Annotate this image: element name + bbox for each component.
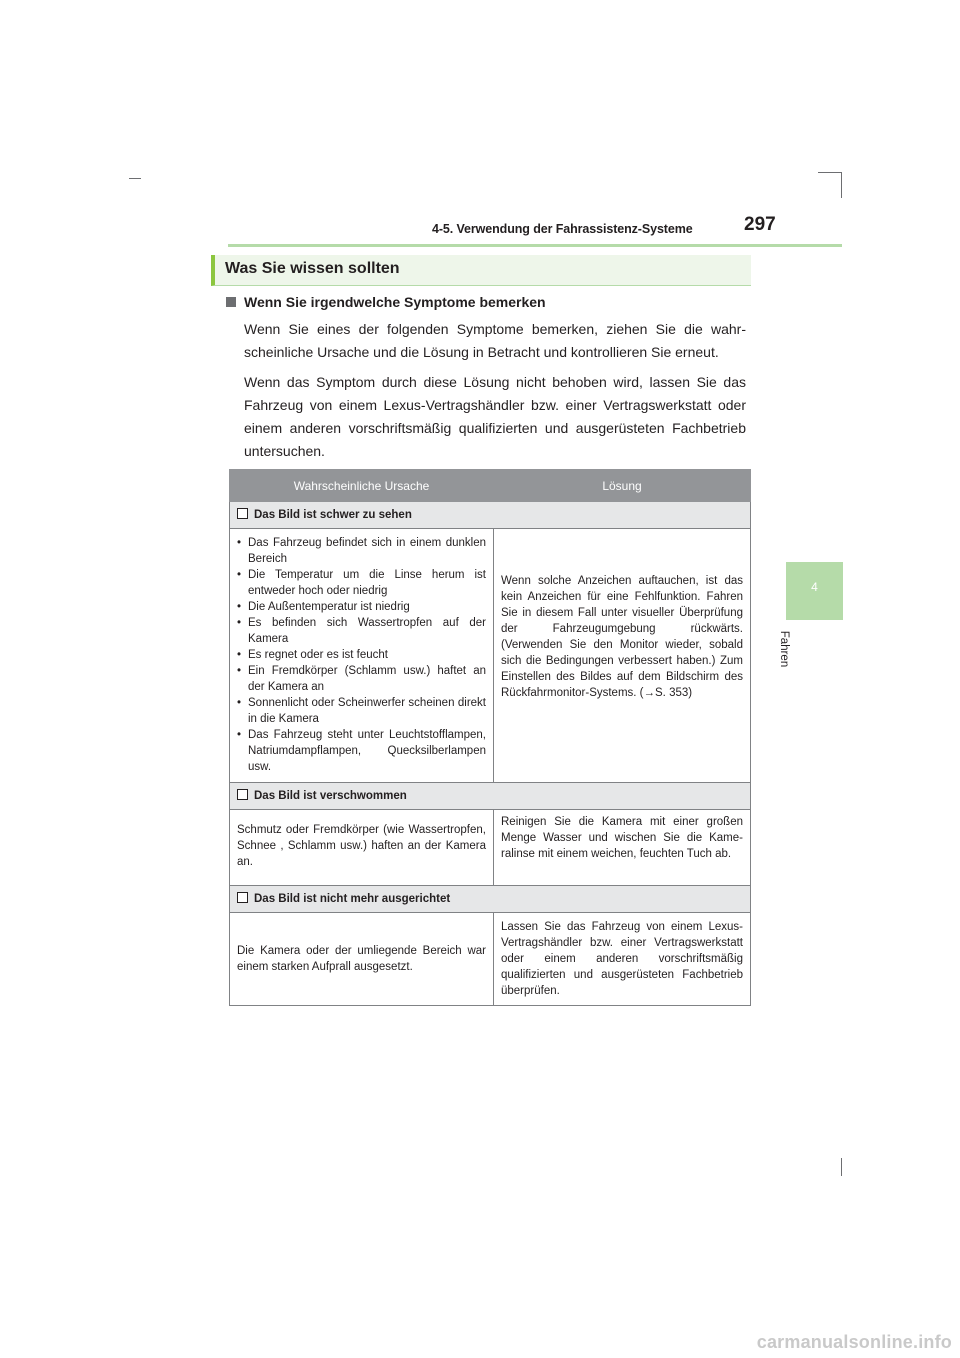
list-item: • Das Fahrzeug befindet sich in einem dunklen Bereich xyxy=(237,535,486,567)
solution-cell: Wenn solche Anzeichen auftauchen, ist das kein Anzeichen für eine Fehlfunktion. Fahren Sie in diesem Fall unter visueller Überprüfung der Fahrzeugumgebung rückwärts. (Verwenden Sie den Monitor wieder, sobald sich die Bedingungen verbessert haben.) Zum Einstellen des Bildes auf dem Bildschirm des Rückfahrmonitor-Systems. (→S. 353) xyxy=(494,529,751,783)
list-item: • Es befinden sich Wassertropfen auf der Kamera xyxy=(237,615,486,647)
category-title: Das Bild ist verschwommen xyxy=(254,790,407,802)
category-row xyxy=(230,783,751,810)
category-title: Das Bild ist schwer zu sehen xyxy=(254,509,412,521)
checkbox-icon xyxy=(237,789,248,800)
troubleshooting-table xyxy=(229,469,751,1006)
section-header xyxy=(211,255,751,286)
section-title: Was Sie wissen sollten xyxy=(225,260,400,277)
solution-cell: Lassen Sie das Fahrzeug von einem Lexus-Vertragshändler bzw. einer Vertragswerkstatt oder einem anderen vorschriftsmäßig qualifizierten und ausgerüsteten Fachbetrieb überprüfen. xyxy=(494,913,751,1006)
category-cell xyxy=(230,783,751,810)
running-header: 4-5. Verwendung der Fahrassistenz-Systeme xyxy=(432,222,693,236)
checkbox-icon xyxy=(237,892,248,903)
table-row xyxy=(230,810,751,886)
solution-cell: Reinigen Sie die Kamera mit einer großen Menge Wasser und wischen Sie die Kameralinse mit einem weichen, feuchten Tuch ab. xyxy=(494,810,751,886)
chapter-number: 4 xyxy=(811,580,818,594)
cause-cell xyxy=(230,529,494,783)
cause-cell: Schmutz oder Fremdkörper (wie Wassertropfen, Schnee , Schlamm usw.) haften an der Kamera an. xyxy=(230,810,494,886)
subsection-heading xyxy=(226,294,546,310)
category-row xyxy=(230,502,751,529)
paragraph: Wenn Sie eines der folgenden Symptome bemerken, ziehen Sie die wahrscheinliche Ursache und die Lösung in Betracht und kontrollieren Sie erneut. xyxy=(244,321,746,360)
watermark: carmanualsonline.info xyxy=(756,1332,952,1352)
chapter-tab xyxy=(786,562,843,620)
paragraph: Wenn das Symptom durch diese Lösung nicht behoben wird, lassen Sie das Fahrzeug von einem Lexus-Vertragshändler bzw. einer Vertragswerkstatt oder einem anderen vorschriftsmäßig qualifizierten und ausgerüsteten Fachbetrieb untersuchen. xyxy=(244,374,746,459)
table-header-row xyxy=(230,470,751,502)
crop-mark xyxy=(841,172,842,198)
checkbox-icon xyxy=(237,508,248,519)
header-divider xyxy=(228,244,842,247)
cause-cell: Die Kamera oder der umliegende Bereich war einem starken Aufprall ausgesetzt. xyxy=(230,913,494,1006)
list-item: • Es regnet oder es ist feucht xyxy=(237,647,486,663)
category-title: Das Bild ist nicht mehr ausgerichtet xyxy=(254,893,451,905)
crop-mark xyxy=(129,178,141,179)
column-header-solution: Lösung xyxy=(494,470,751,502)
list-item: • Ein Fremdkörper (Schlamm usw.) haftet an der Kamera an xyxy=(237,663,486,695)
category-cell xyxy=(230,502,751,529)
chapter-label: Fahren xyxy=(778,630,791,668)
chapter-label-wrap xyxy=(780,625,804,675)
subsection-title: Wenn Sie irgendwelche Symptome bemerken xyxy=(244,294,546,310)
list-item: • Die Temperatur um die Linse herum ist entweder hoch oder niedrig xyxy=(237,567,486,599)
table-row xyxy=(230,913,751,1006)
crop-mark xyxy=(841,1158,842,1176)
category-cell xyxy=(230,886,751,913)
list-item: • Sonnenlicht oder Scheinwerfer scheinen direkt in die Kamera xyxy=(237,695,486,727)
list-item: • Das Fahrzeug steht unter Leuchtstofflampen, Natriumdampflampen, Quecksilberlampen usw. xyxy=(237,727,486,775)
table-row xyxy=(230,529,751,783)
page-number: 297 xyxy=(744,214,776,235)
square-bullet-icon xyxy=(226,297,236,307)
list-item: • Die Außentemperatur ist niedrig xyxy=(237,599,486,615)
category-row xyxy=(230,886,751,913)
crop-mark xyxy=(818,172,842,173)
column-header-cause: Wahrscheinliche Ursache xyxy=(230,470,494,502)
